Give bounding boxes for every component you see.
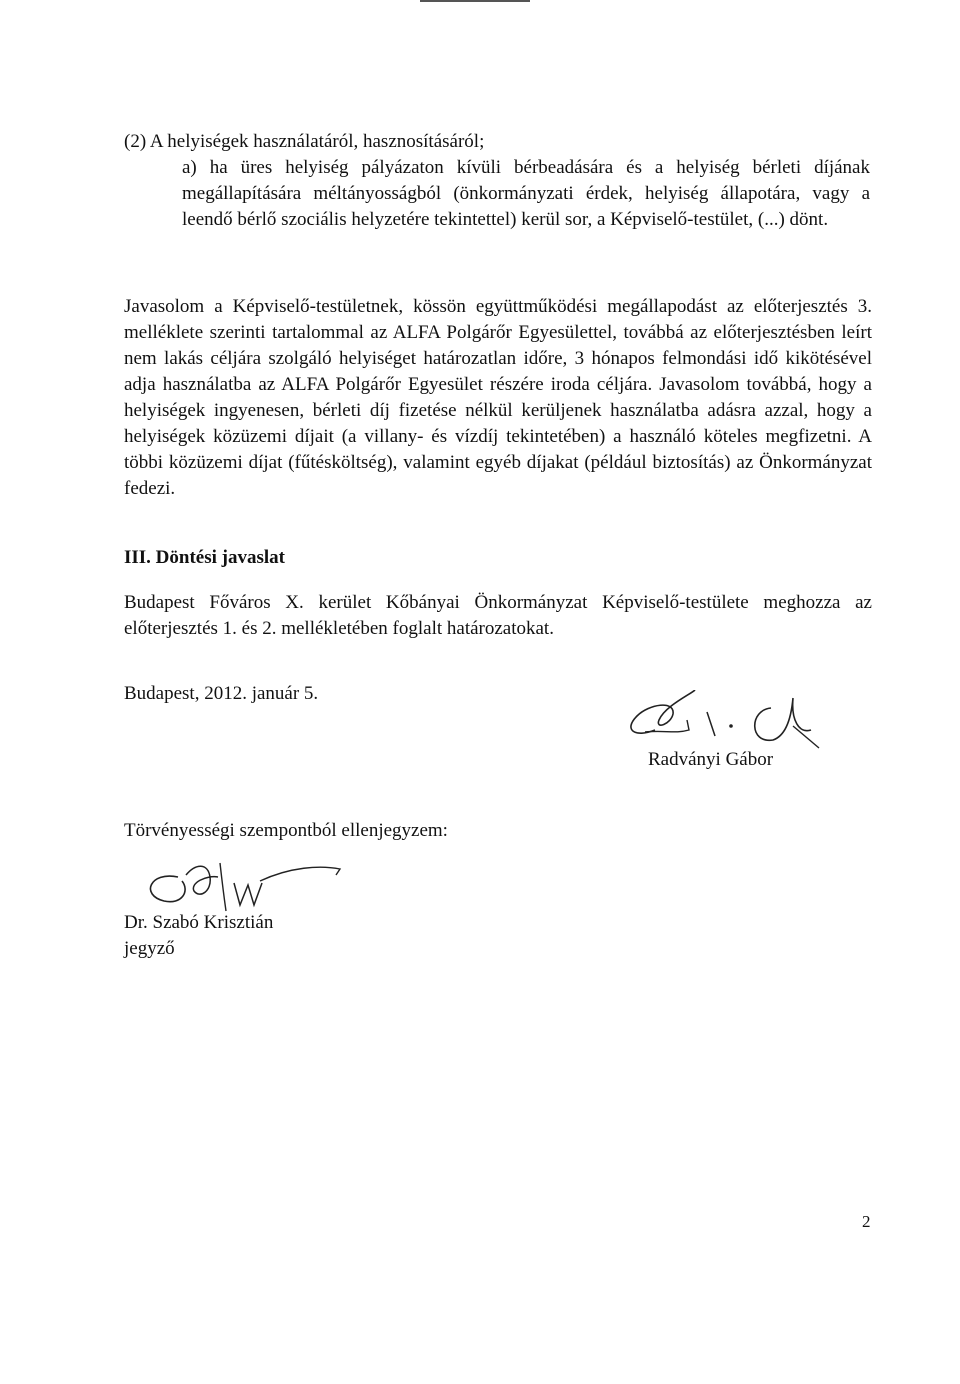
signatory-1-name: Radványi Gábor: [648, 749, 774, 770]
signatory-2-name: Dr. Szabó Krisztián: [124, 912, 274, 933]
page-number: 2: [862, 1212, 871, 1231]
date-line: Budapest, 2012. január 5.: [124, 683, 319, 704]
top-rule: [420, 0, 530, 2]
proposal-paragraph: Javasolom a Képviselő-testületnek, kössön együttműködési megállapodást az előterjesztés 3. melléklete szerinti tartalommal az ALFA Polgárőr Egyesülettel, továbbá az előterjesztésben leírt nem lakás céljára szolgáló helyiséget határozatlan időre, 3 hónapos felmondási idő kikötésével adja használatba az ALFA Polgárőr Egyesület részére iroda céljára. Javasolom továbbá, hogy a helyiségek ingyenesen, bérleti díj fizetése nélkül kerüljenek használatba adásra azzal, hogy a helyiségek közüzemi díjait (a villany- és vízdíj tekintetében) a használó köteles megfizetni. A többi közüzemi díjat (fűtésköltség), valamint egyéb díjakat (például biztosítás) az Önkormányzat fedezi.: [124, 296, 872, 499]
section-2-heading: (2) A helyiségek használatáról, hasznosításáról;: [124, 131, 485, 152]
decision-heading: III. Döntési javaslat: [124, 547, 285, 568]
legal-countersign-line: Törvényességi szempontból ellenjegyzem:: [124, 820, 448, 841]
decision-paragraph: Budapest Főváros X. kerület Kőbányai Önkormányzat Képviselő-testülete meghozza az előterjesztés 1. és 2. mellékletében foglalt határozatokat.: [124, 592, 872, 639]
section-2-item-a: a) ha üres helyiség pályázaton kívüli bérbeadására és a helyiség bérleti díjának megállapítására méltányosságból (önkormányzati érdek, helyiség állapotára, vagy a leendő bérlő szociális helyzetére tekintettel) kerül sor, a Képviselő-testület, (...) dönt.: [182, 157, 870, 230]
signatory-2-title: jegyző: [124, 938, 175, 959]
